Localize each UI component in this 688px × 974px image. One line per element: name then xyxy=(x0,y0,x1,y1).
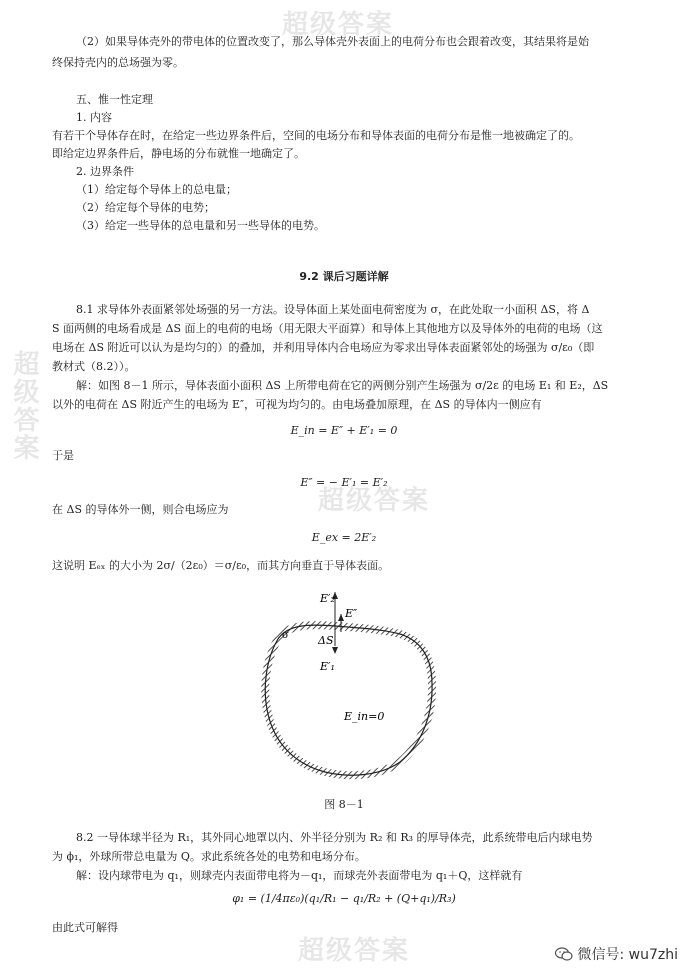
label-e1: E′₁ xyxy=(320,660,335,673)
condition-item: （3）给定一些导体的总电量和另一些导体的电势。 xyxy=(76,219,325,232)
equation: E″ = − E′₁ = E′₂ xyxy=(300,476,388,489)
conductor-hatch xyxy=(265,625,432,775)
subheading-conditions: 2. 边界条件 xyxy=(76,165,134,178)
problem-text: 8.1 求导体外表面紧邻处场强的另一方法。设导体面上某处面电荷密度为 σ，在此处取一小面积 ΔS，将 Δ xyxy=(76,303,590,316)
section-title: 9.2 课后习题详解 xyxy=(299,270,389,283)
paragraph-line: 有若干个导体存在时，在给定一些边界条件后，空间的电场分布和导体表面的电荷分布是惟一地被确定了的。 xyxy=(52,129,580,142)
problem-text: 电场在 ΔS 附近可以认为是均匀的）的叠加，并利用导体内合电场应为零求出导体表面紧邻处的场强为 σ/ε₀（即 xyxy=(52,341,595,354)
condition-item: （1）给定每个导体上的总电量； xyxy=(76,183,237,196)
paragraph-line: 由此式可解得 xyxy=(52,921,118,934)
label-ein: E_in=0 xyxy=(344,710,385,723)
wechat-icon xyxy=(555,947,573,961)
problem-text: S 面两侧的电场看成是 ΔS 面上的电荷的电场（用无限大平面算）和导体上其他地方以及导体外的电荷的电场（这 xyxy=(52,322,603,335)
paragraph-line: 在 ΔS 的导体外一侧，则合电场应为 xyxy=(52,503,229,516)
solution-text: 解：如图 8－1 所示，导体表面小面积 ΔS 上所带电荷在它的两侧分别产生场强为 σ/2ε 的电场 E₁ 和 E₂，ΔS xyxy=(76,379,609,392)
watermark-bottom: 超级答案 xyxy=(298,936,411,966)
wechat-id: 微信号: wu7zhi xyxy=(577,947,678,963)
problem-text: 为 ϕ₁，外球所带总电量为 Q。求此系统各处的电势和电场分布。 xyxy=(52,850,366,863)
paragraph-line: 这说明 Eₑₓ 的大小为 2σ/（2ε₀）＝σ/ε₀，而其方向垂直于导体表面。 xyxy=(52,559,390,572)
equation: φ₁ = (1/4πε₀)(q₁/R₁ − q₁/R₂ + (Q+q₁)/R₃) xyxy=(232,892,456,905)
equation: E_in = E″ + E′₁ = 0 xyxy=(290,424,398,437)
solution-text: 以外的电荷在 ΔS 附近产生的电场为 E″，可视为均匀的。由电场叠加原理，在 ΔS 的导体内一侧应有 xyxy=(52,398,542,411)
label-sigma: σ xyxy=(282,630,289,641)
solution-text: 解：设内球带电为 q₁，则球壳内表面带电将为－q₁，而球壳外表面带电为 q₁＋Q，这样就有 xyxy=(76,869,523,882)
condition-item: （2）给定每个导体的电势； xyxy=(76,201,215,214)
figure-caption: 图 8－1 xyxy=(324,798,364,811)
arrow-epp-head xyxy=(338,614,344,621)
problem-text: 教材式（8.2））。 xyxy=(52,360,136,373)
watermark-top: 超级答案 xyxy=(282,10,395,40)
subheading-content: 1. 内容 xyxy=(76,111,112,124)
paragraph-line: 终保持壳内的总场强为零。 xyxy=(52,56,184,69)
watermark-mid: 超级答案 xyxy=(318,486,431,516)
watermark-side: 超级答案 xyxy=(9,350,39,462)
wechat-badge xyxy=(555,944,678,964)
label-e2: E′₂ xyxy=(320,592,335,605)
paragraph-line: （2）如果导体壳外的带电体的位置改变了，那么导体壳外表面上的电荷分布也会跟着改变，其结果将是始 xyxy=(76,35,589,48)
conductor-figure xyxy=(250,584,450,784)
paragraph-line: 于是 xyxy=(52,449,74,462)
problem-text: 8.2 一导体球半径为 R₁，其外同心地罩以内、外半径分别为 R₂ 和 R₃ 的厚导体壳，此系统带电后内球电势 xyxy=(76,831,593,844)
label-epp: E″ xyxy=(345,607,358,620)
equation: E_ex = 2E′₂ xyxy=(311,531,377,544)
heading-uniqueness: 五、惟一性定理 xyxy=(76,93,153,106)
arrow-e1-head xyxy=(332,647,338,654)
label-ds: ΔS xyxy=(318,634,334,647)
paragraph-line: 即给定边界条件后，静电场的分布就惟一地确定了。 xyxy=(52,147,305,160)
